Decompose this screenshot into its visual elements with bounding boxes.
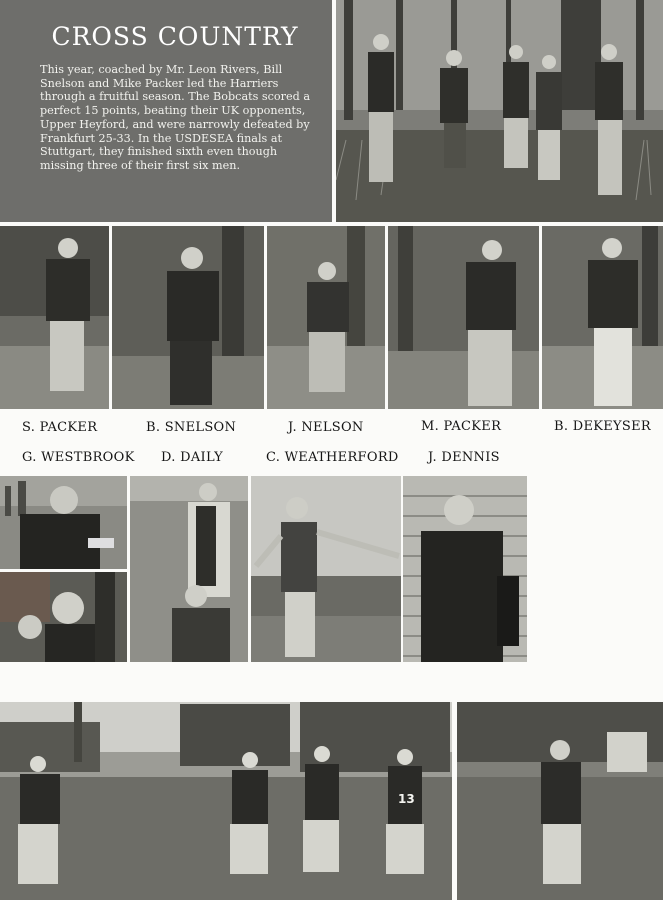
timer-photo: [0, 476, 127, 569]
team-group-photo: [336, 0, 663, 222]
runner-photo-m-packer: [388, 226, 539, 409]
runner-action-photo: [251, 476, 401, 662]
race-photo-left: [0, 702, 452, 900]
race-photo-right: [457, 702, 663, 900]
runner-photo-j-nelson: [267, 226, 385, 409]
runner-photo-s-packer: [0, 226, 109, 409]
coach-photo: [130, 476, 248, 662]
article-body: This year, coached by Mr. Leon Rivers, Bill Snelson and Mike Packer led the Harriers through a fruitful season. The Bobcats scored a perfect 15 points, beating their UK opponents, Upper Heyford, and were narrowly defeated by Frankfurt 25-33. In the USDESEA finals at Stuttgart, they finished sixth even though missing three of their first six men.: [40, 63, 311, 172]
page-title: CROSS COUNTRY: [51, 22, 299, 51]
caption-name: C. WEATHERFORD: [266, 450, 399, 465]
spectators-photo: [0, 572, 127, 662]
caption-name: G. WESTBROOK: [22, 450, 135, 465]
caption-name: S. PACKER: [22, 420, 98, 435]
caption-name: J. DENNIS: [428, 450, 500, 465]
article-header: [0, 0, 332, 222]
runner-photo-b-snelson: [112, 226, 264, 409]
caption-name: D. DAILY: [161, 450, 223, 465]
jacket-photo: [403, 476, 527, 662]
caption-name: B. DEKEYSER: [554, 419, 651, 434]
runner-photo-b-dekeyser: [542, 226, 663, 409]
caption-name: J. NELSON: [288, 420, 364, 435]
caption-name: B. SNELSON: [146, 420, 237, 435]
bib-number: 13: [398, 792, 415, 806]
caption-name: M. PACKER: [421, 419, 502, 434]
